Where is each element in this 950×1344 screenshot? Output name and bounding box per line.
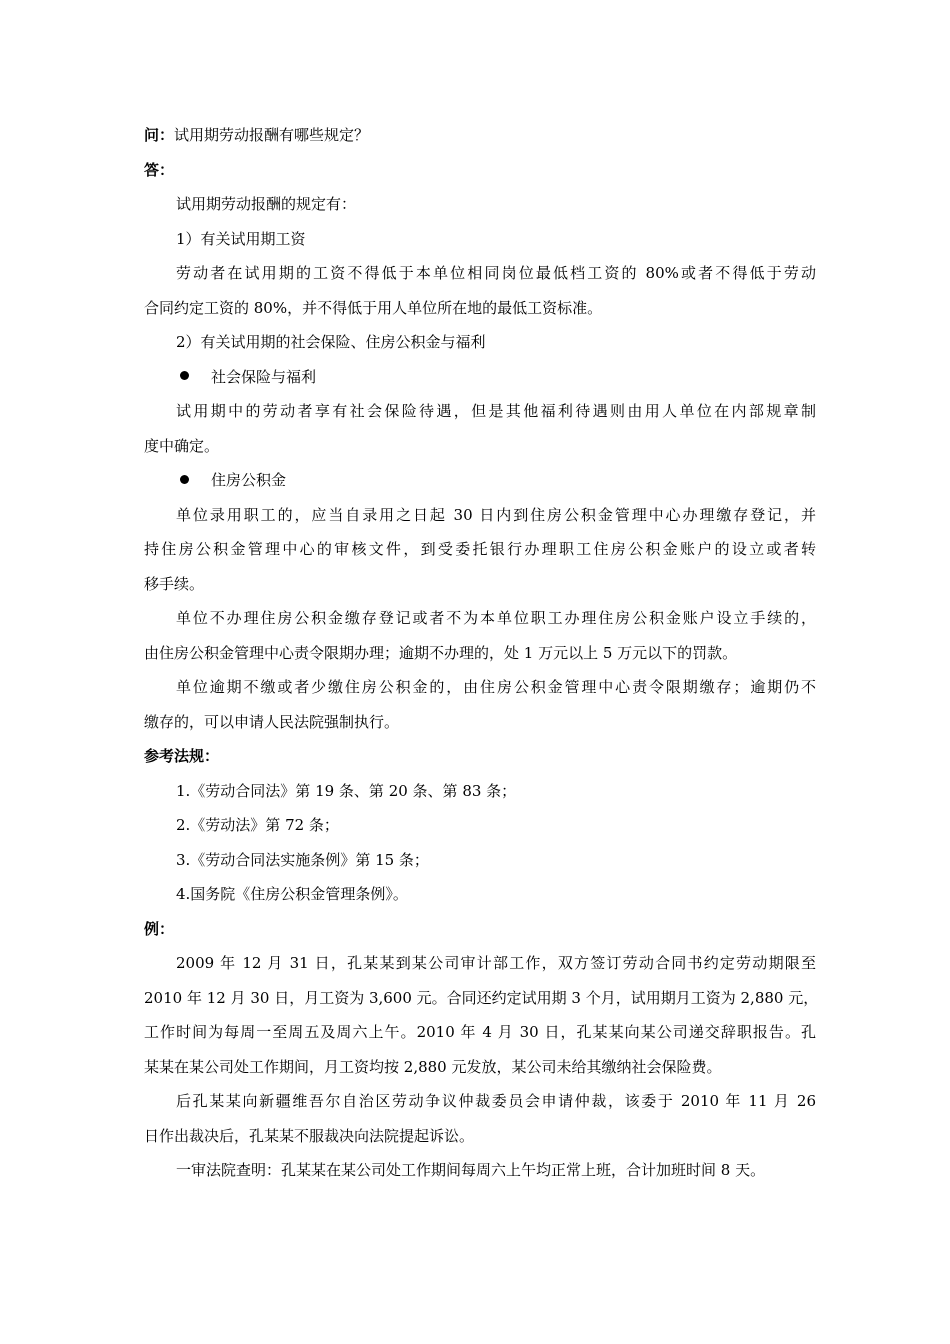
section1-paragraph-line2: 合同约定工资的 80%，并不得低于用人单位所在地的最低工资标准。: [144, 298, 603, 317]
reference-item: 4.国务院《住房公积金管理条例》。: [176, 885, 408, 903]
reference-item: 2.《劳动法》第 72 条；: [176, 816, 339, 834]
reference-item: 3.《劳动合同法实施条例》第 15 条；: [176, 850, 429, 869]
bullet2-paragraph1-line2: 持住房公积金管理中心的审核文件，到受委托银行办理职工住房公积金账户的设立或者转: [144, 540, 816, 558]
example-paragraph1-line3: 工作时间为每周一至周五及周六上午。2010 年 4 月 30 日，孔某某向某公司递交辞职报告。孔: [144, 1023, 816, 1041]
references-label: 参考法规：: [144, 747, 220, 765]
example-paragraph1-line1: 2009 年 12 月 31 日，孔某某到某公司审计部工作，双方签订劳动合同书约定劳动期限至: [176, 954, 816, 972]
bullet-label: 住房公积金: [211, 471, 287, 489]
example-paragraph2-line1: 后孔某某向新疆维吾尔自治区劳动争议仲裁委员会申请仲裁，该委于 2010 年 11 月 26: [176, 1092, 816, 1110]
example-paragraph1-line2: 2010 年 12 月 30 日，月工资为 3,600 元。合同还约定试用期 3 个月，试用期月工资为 2,880 元，: [144, 988, 819, 1007]
bullet-item-social-insurance: [144, 360, 816, 395]
section1-paragraph-line1: 劳动者在试用期的工资不得低于本单位相同岗位最低档工资的 80%或者不得低于劳动: [176, 264, 816, 282]
bullet2-paragraph1-line1: 单位录用职工的，应当自录用之日起 30 日内到住房公积金管理中心办理缴存登记，并: [176, 505, 816, 524]
bullet-label: 社会保险与福利: [211, 367, 317, 386]
bullet2-paragraph1-line3: 移手续。: [144, 574, 205, 593]
bullet-icon: [180, 475, 189, 484]
example-paragraph2-line2: 日作出裁决后，孔某某不服裁决向法院提起诉讼。: [144, 1126, 475, 1145]
section2-title: 2）有关试用期的社会保险、住房公积金与福利: [176, 333, 486, 351]
question-line: [144, 118, 816, 153]
question-label: 问：: [144, 126, 175, 144]
bullet-item-housing-fund: [144, 463, 816, 498]
document-page: [144, 118, 819, 1188]
bullet2-paragraph2-line2: 由住房公积金管理中心责令限期办理；逾期不办理的，处 1 万元以上 5 万元以下的罚款。: [144, 643, 738, 662]
example-paragraph1-line4: 某某在某公司处工作期间，月工资均按 2,880 元发放，某公司未给其缴纳社会保险费。: [144, 1057, 722, 1076]
section1-title: 1）有关试用期工资: [176, 229, 306, 248]
bullet2-paragraph3-line2: 缴存的，可以申请人民法院强制执行。: [144, 712, 400, 731]
bullet1-paragraph-line2: 度中确定。: [144, 436, 220, 455]
example-paragraph3-line1: 一审法院查明：孔某某在某公司处工作期间每周六上午均正常上班，合计加班时间 8 天。: [176, 1161, 766, 1179]
answer-label: 答：: [144, 160, 175, 179]
bullet-icon: [180, 371, 189, 380]
answer-intro: 试用期劳动报酬的规定有：: [176, 195, 357, 213]
reference-item: 1.《劳动合同法》第 19 条、第 20 条、第 83 条；: [176, 781, 517, 800]
question-text: 试用期劳动报酬有哪些规定？: [174, 126, 370, 144]
bullet2-paragraph2-line1: 单位不办理住房公积金缴存登记或者不为本单位职工办理住房公积金账户设立手续的，: [176, 609, 816, 627]
bullet2-paragraph3-line1: 单位逾期不缴或者少缴住房公积金的，由住房公积金管理中心责令限期缴存；逾期仍不: [176, 678, 816, 696]
bullet1-paragraph-line1: 试用期中的劳动者享有社会保险待遇，但是其他福利待遇则由用人单位在内部规章制: [176, 402, 816, 420]
example-label: 例：: [144, 919, 175, 938]
